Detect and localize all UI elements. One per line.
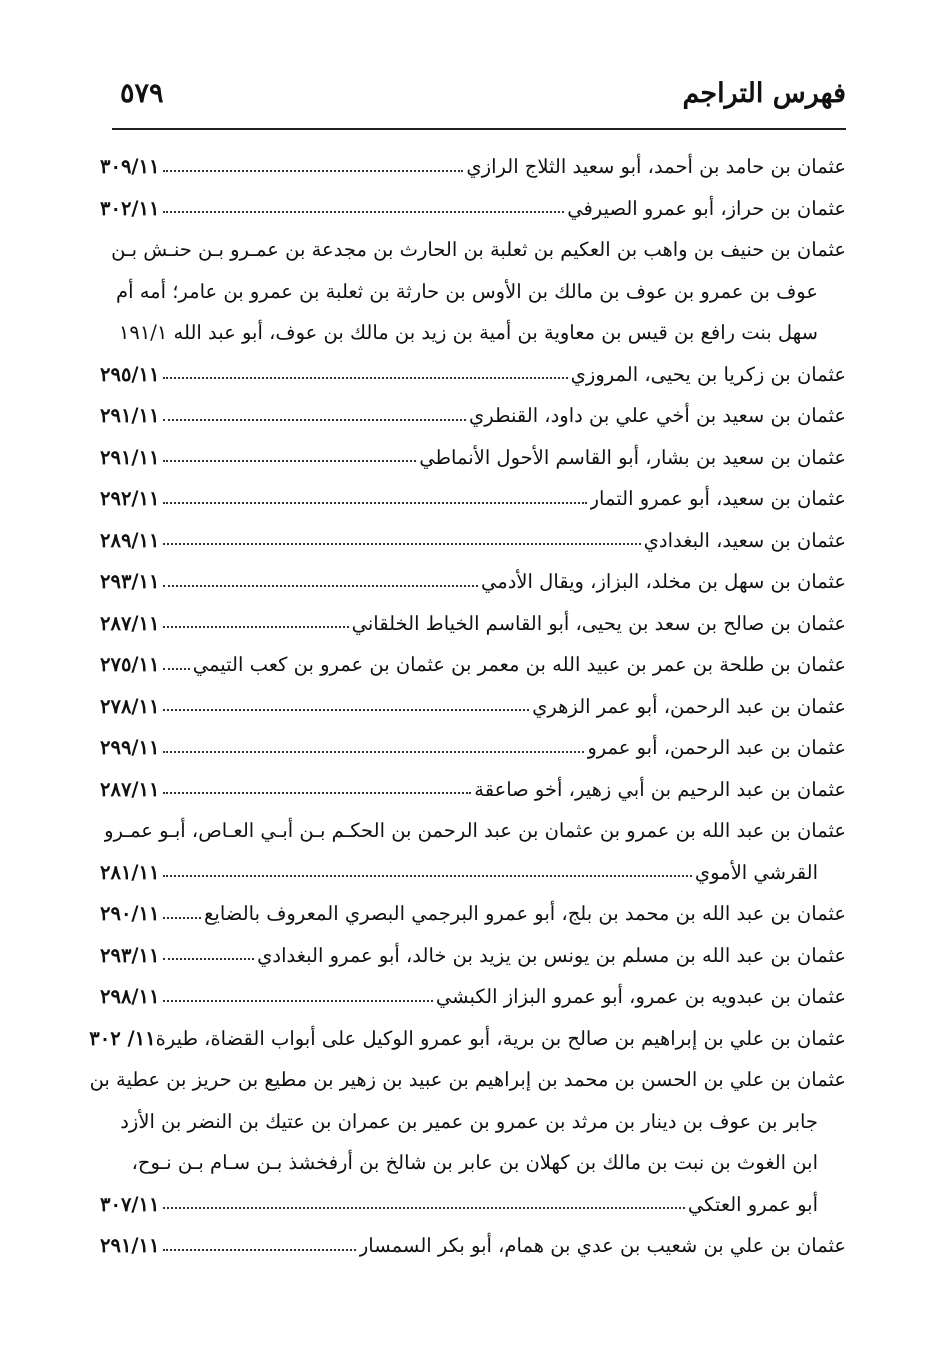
entry-reference: ٣٠٢/١١ — [100, 196, 160, 220]
index-entry — [100, 354, 846, 396]
entry-text: عثمان بن حنيف بن واهب بن العكيم بن ثعلبة بن الحارث بن مجدعة بن عمـرو بـن حنـش بـن — [111, 238, 846, 261]
entry-text: عثمان بن علي بن شعيب بن عدي بن همام، أبو بكر السمسار — [358, 1234, 846, 1257]
entry-reference: ٢٧٥/١١ — [100, 653, 160, 676]
entry-text: عثمان بن عبدويه بن عمرو، أبو عمرو البزاز الكبشي — [435, 985, 846, 1008]
index-entry-continuation — [100, 271, 846, 313]
entry-text: عثمان بن سعيد، البغدادي — [643, 528, 846, 552]
index-entry-continuation — [100, 1101, 846, 1143]
index-entry — [100, 1225, 846, 1267]
index-entry — [100, 976, 846, 1018]
entry-text: عثمان بن علي بن إبراهيم بن صالح بن برية، أبو عمرو الوكيل على أبواب القضاة، طيرة — [155, 1026, 846, 1050]
entry-text: عثمان بن عبد الرحمن، أبو عمر الزهري — [532, 694, 846, 718]
entry-text: أبو عمرو العتكي — [687, 1192, 818, 1216]
entry-reference: ٢٩٥/١١ — [100, 362, 160, 386]
leader-dots — [163, 211, 565, 213]
entry-reference: ٢٩٣/١١ — [100, 570, 160, 593]
entry-reference: ١١/ ٣٠٢ — [89, 1026, 156, 1050]
entry-text: ابن الغوث بن نبت بن مالك بن كهلان بن عابر بن شالخ بن أرفخشذ بـن سـام بـن نـوح، — [131, 1151, 818, 1174]
entry-reference: ٢٩٠/١١ — [100, 902, 160, 925]
page-number: ٥٧٩ — [120, 78, 164, 109]
entry-text: عثمان بن سعيد، أبو عمرو التمار — [589, 487, 846, 510]
entry-text: عثمان بن عبد الله بن محمد بن بلج، أبو عمرو البرجمي البصري المعروف بالضايع — [204, 902, 846, 925]
index-entry — [100, 146, 846, 188]
index-entry — [100, 686, 846, 728]
entry-reference: ٣٠٩/١١ — [100, 155, 160, 178]
entry-reference: ٢٩٨/١١ — [100, 985, 160, 1008]
entry-text: عثمان بن علي بن الحسن بن محمد بن إبراهيم بن عبيد بن زهير بن مطيع بن حريز بن عطية بن — [89, 1068, 846, 1091]
entry-text: عثمان بن صالح بن سعد بن يحيى، أبو القاسم الخياط الخلقاني — [351, 611, 846, 635]
index-entry — [100, 520, 846, 562]
entry-text: سهل بنت رافع بن قيس بن معاوية بن أمية بن زيد بن مالك بن عوف، أبو عبد الله ١٩١/١ — [118, 321, 818, 344]
page-header — [112, 74, 846, 120]
index-entry — [100, 769, 846, 811]
index-entry-continuation — [100, 1184, 846, 1226]
index-entry — [89, 1059, 846, 1101]
leader-dots — [163, 543, 641, 545]
index-entry — [100, 810, 846, 852]
index-entry — [100, 395, 846, 437]
leader-dots — [163, 585, 479, 587]
entry-text: القرشي الأموي — [694, 860, 818, 884]
leader-dots — [163, 917, 202, 919]
index-entry-continuation — [100, 1142, 846, 1184]
index-entry — [89, 1018, 846, 1060]
leader-dots — [163, 170, 464, 172]
entry-reference: ٣٠٧/١١ — [100, 1192, 160, 1216]
entry-reference: ٢٩١/١١ — [100, 1234, 160, 1257]
leader-dots — [163, 626, 349, 628]
entry-reference: ٢٩٩/١١ — [100, 736, 160, 759]
entry-text: عثمان بن طلحة بن عمر بن عبيد الله بن معمر بن عثمان بن عمرو بن كعب التيمي — [192, 653, 846, 676]
entry-text: عثمان بن عبد الله بن مسلم بن يونس بن يزيد بن خالد، أبو عمرو البغدادي — [257, 943, 846, 967]
entry-text: عثمان بن زكريا بن يحيى، المروزي — [570, 362, 846, 386]
index-entry-continuation — [100, 852, 846, 894]
leader-dots — [163, 958, 255, 960]
leader-dots — [163, 875, 692, 877]
leader-dots — [163, 1249, 356, 1251]
entry-text: عوف بن عمرو بن عوف بن مالك بن الأوس بن حارثة بن ثعلبة بن عمرو بن عامر؛ أمه أم — [116, 279, 818, 303]
index-entry — [100, 437, 846, 479]
page-title: فهرس التراجم — [682, 78, 846, 109]
leader-dots — [163, 668, 190, 670]
index-entry — [100, 644, 846, 686]
index-entry — [100, 727, 846, 769]
index-entry — [100, 229, 846, 271]
entry-text: عثمان بن عبد الله بن عمرو بن عثمان بن عبد الرحمن بن الحكـم بـن أبـي العـاص، أبـو عمـرو — [104, 819, 846, 842]
index-entry — [100, 561, 846, 603]
leader-dots — [163, 709, 530, 711]
entry-text: عثمان بن عبد الرحمن، أبو عمرو — [587, 736, 846, 759]
entry-text: عثمان بن سهل بن مخلد، البزاز، ويقال الأدمي — [481, 570, 846, 593]
index-entry — [100, 188, 846, 230]
entry-text: عثمان بن حراز، أبو عمرو الصيرفي — [567, 196, 846, 220]
leader-dots — [163, 502, 587, 504]
entry-reference: ٢٩١/١١ — [100, 404, 160, 427]
leader-dots — [163, 1000, 433, 1002]
index-entry-continuation — [100, 312, 846, 354]
entry-reference: ٢٨٧/١١ — [100, 777, 160, 801]
entry-text: عثمان بن عبد الرحيم بن أبي زهير، أخو صاعقة — [474, 777, 846, 801]
entry-reference: ٢٩١/١١ — [100, 445, 160, 469]
leader-dots — [163, 1207, 685, 1209]
index-entry — [100, 603, 846, 645]
entry-reference: ٢٩٢/١١ — [100, 487, 160, 510]
index-entries — [89, 146, 846, 1267]
entry-reference: ٢٧٨/١١ — [100, 694, 160, 718]
entry-reference: ٢٩٣/١١ — [100, 943, 160, 967]
index-entry — [100, 935, 846, 977]
entry-text: عثمان بن حامد بن أحمد، أبو سعيد الثلاج الرازي — [466, 155, 846, 178]
index-entry — [100, 478, 846, 520]
entry-text: عثمان بن سعيد بن بشار، أبو القاسم الأحول الأنماطي — [419, 445, 846, 469]
entry-text: عثمان بن سعيد بن أخي علي بن داود، القنطري — [468, 404, 846, 427]
leader-dots — [163, 792, 472, 794]
leader-dots — [163, 460, 417, 462]
entry-text: جابر بن عوف بن دينار بن مرثد بن عمرو بن عمير بن عمران بن عتيك بن النضر بن الأزد — [120, 1109, 818, 1133]
entry-reference: ٢٨١/١١ — [100, 860, 160, 884]
leader-dots — [163, 419, 466, 421]
leader-dots — [163, 751, 585, 753]
entry-reference: ٢٨٧/١١ — [100, 611, 160, 635]
header-rule — [112, 128, 846, 130]
leader-dots — [163, 377, 568, 379]
entry-reference: ٢٨٩/١١ — [100, 528, 160, 552]
index-entry — [100, 893, 846, 935]
